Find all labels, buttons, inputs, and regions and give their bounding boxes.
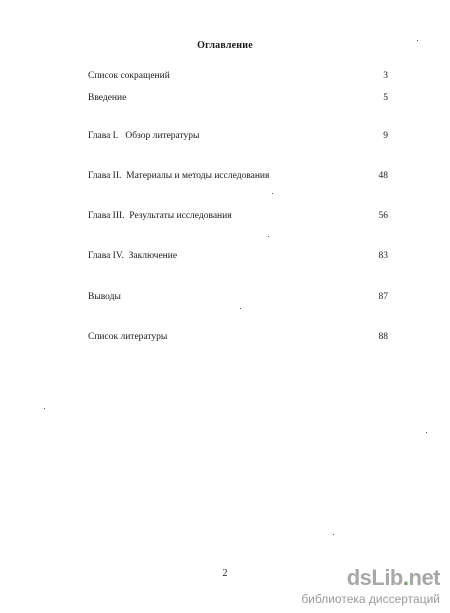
toc-entry-label: Список литературы (88, 332, 168, 342)
toc-entry-chapter-2 (88, 169, 388, 183)
toc-title: Оглавление (197, 40, 253, 51)
dslib-watermark (301, 567, 440, 605)
dslib-logo: dsLib.net (346, 565, 440, 590)
toc-entry-page: 56 (378, 211, 388, 221)
toc-entry-label: Глава II. Материалы и методы исследования (88, 171, 270, 181)
toc-entry-page: 48 (378, 171, 388, 181)
toc-entry-page: 3 (383, 71, 388, 81)
scan-speck (268, 236, 269, 237)
scan-speck (426, 432, 427, 433)
toc-entry-label: Выводы (88, 292, 121, 302)
toc-entry-label: Глава III. Результаты исследования (88, 211, 232, 221)
toc-entry-label: Список сокращений (88, 71, 170, 81)
dslib-subtitle: библиотека диссертаций (301, 592, 440, 606)
toc-entry-chapter-4 (88, 249, 388, 263)
toc-entry-label: Глава IV. Заключение (88, 251, 178, 261)
toc-entry-abbreviations (88, 69, 388, 83)
toc-entry-page: 83 (378, 251, 388, 261)
scan-speck (240, 308, 241, 309)
toc-entry-page: 87 (378, 292, 388, 302)
scan-speck (333, 534, 334, 535)
toc-entry-chapter-1 (88, 129, 388, 143)
toc-entry-page: 5 (383, 93, 388, 103)
scan-speck (272, 193, 273, 194)
toc-entry-references (88, 330, 388, 344)
scan-speck (417, 40, 418, 41)
page-number: 2 (222, 568, 228, 579)
toc-entry-chapter-3 (88, 209, 388, 223)
toc-entry-conclusions (88, 290, 388, 304)
toc-entry-page: 9 (383, 131, 388, 141)
toc-entry-label: Введение (88, 93, 127, 103)
toc-entry-introduction (88, 91, 388, 105)
toc-entry-label: Глава I. Обзор литературы (88, 131, 200, 141)
toc-entry-page: 88 (378, 332, 388, 342)
scan-speck (44, 408, 45, 409)
